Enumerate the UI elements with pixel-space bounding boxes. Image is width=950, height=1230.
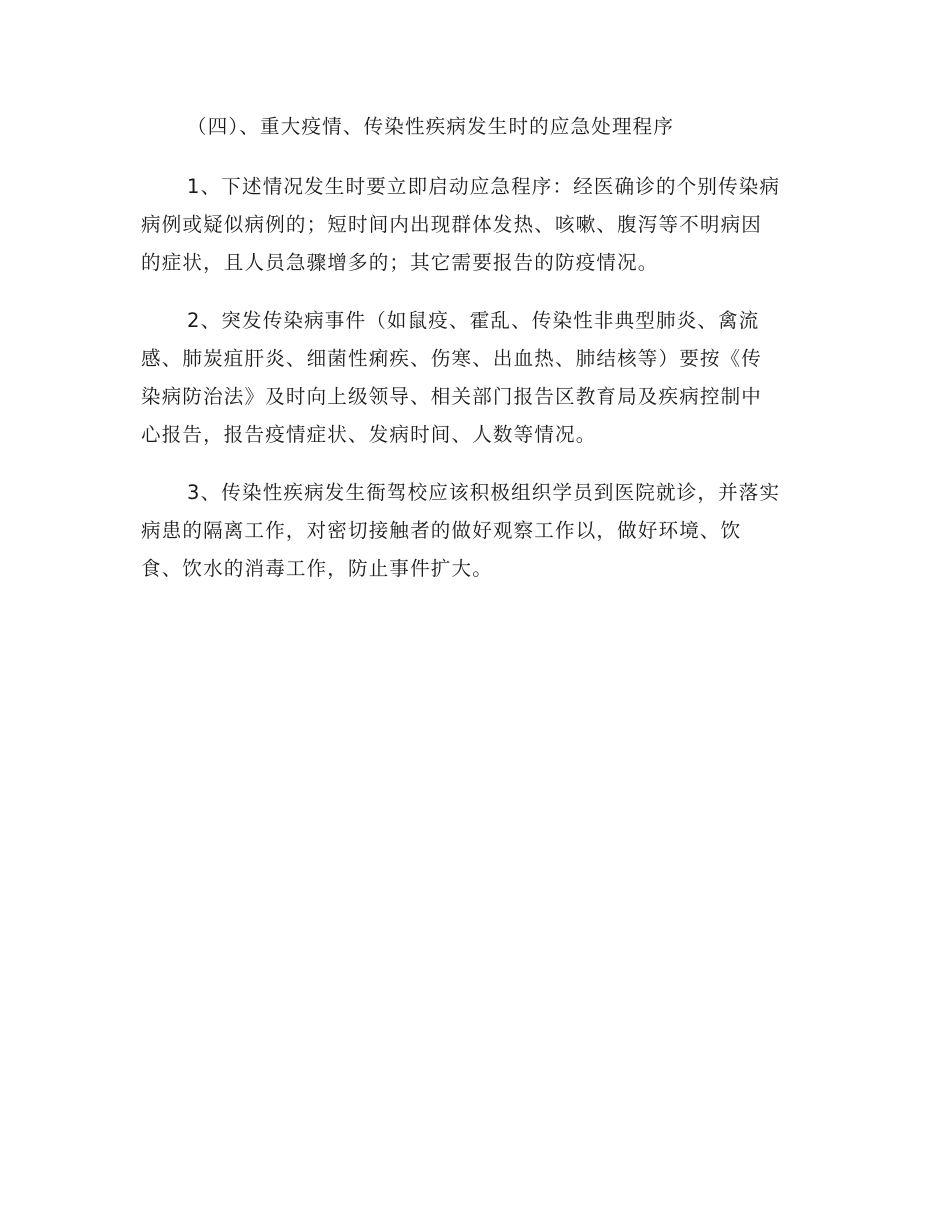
paragraph-line: 3、传染性疾病发生衙驾校应该积极组织学员到医院就诊，并落实 (187, 481, 781, 504)
section-heading: （四）、重大疫情、传染性疾病发生时的应急处理程序 (187, 115, 675, 138)
paragraph-line: 染病防治法》及时向上级领导、相关部门报告区教育局及疾病控制中 (141, 385, 763, 408)
paragraph-line: 食、饮水的消毒工作，防止事件扩大。 (141, 557, 493, 580)
paragraph-line: 病患的隔离工作，对密切接触者的做好观察工作以，做好环境、饮 (141, 519, 742, 542)
paragraph-line: 2、突发传染病事件（如鼠疫、霍乱、传染性非典型肺炎、禽流 (187, 309, 760, 332)
paragraph-2 (141, 302, 809, 454)
paragraph-3 (141, 474, 809, 588)
paragraph-line: 1、下述情况发生时要立即启动应急程序：经医确诊的个别传染病 (187, 175, 781, 198)
paragraph-line: 病例或疑似病例的；短时间内出现群体发热、咳嗽、腹泻等不明病因 (141, 213, 763, 236)
paragraph-1 (141, 168, 809, 282)
document-body (141, 108, 809, 608)
paragraph-line: 感、肺炭疽肝炎、细菌性痢疾、伤寒、出血热、肺结核等）要按《传 (141, 347, 763, 370)
paragraph-line: 的症状，且人员急骤增多的；其它需要报告的防疫情况。 (141, 251, 659, 274)
paragraph-line: 心报告，报告疫情症状、发病时间、人数等情况。 (141, 423, 597, 446)
